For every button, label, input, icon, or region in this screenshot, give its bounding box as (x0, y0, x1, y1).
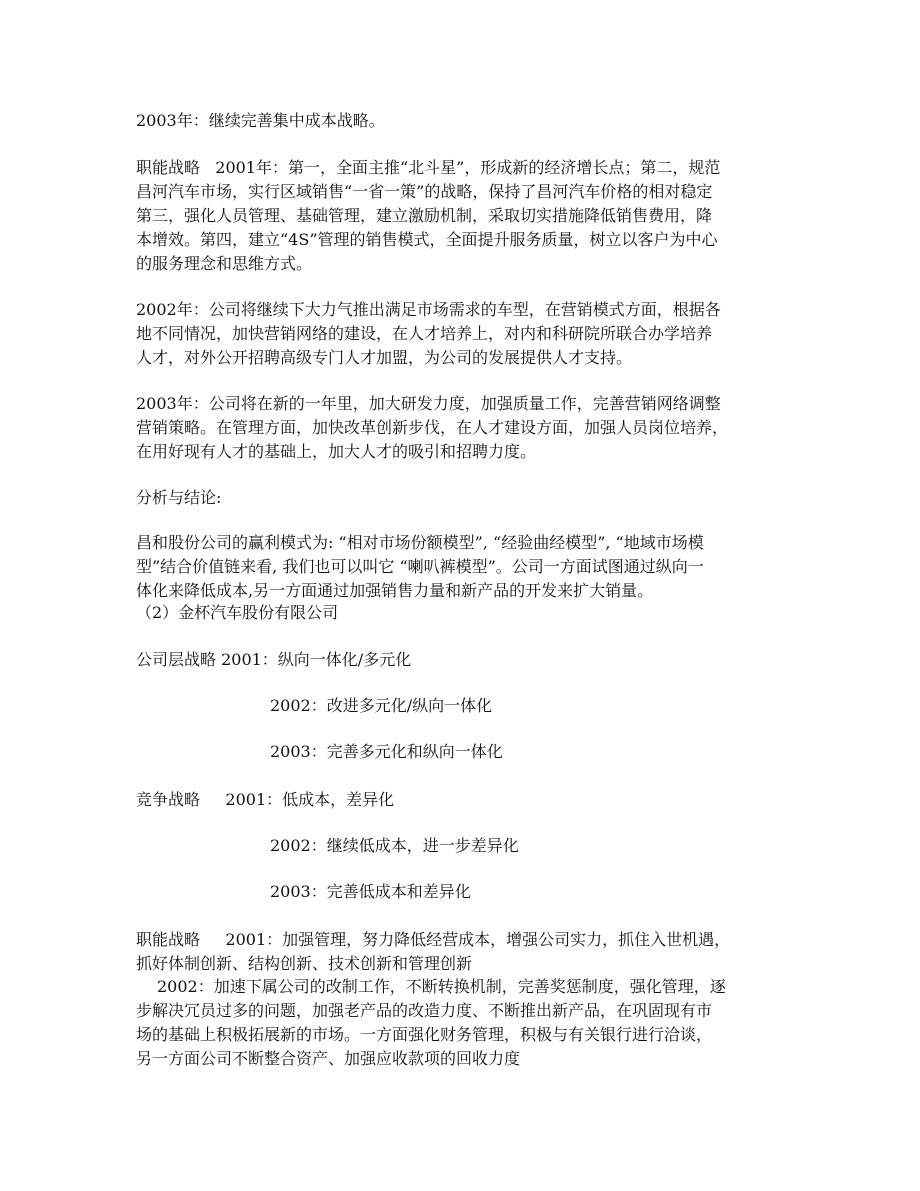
strategy-line: 竞争战略 2001：低成本，差异化 (136, 790, 395, 809)
paragraph-line: 职能战略 2001：加强管理，努力降低经营成本，增强公司实力，抓住入世机遇， (136, 930, 731, 949)
paragraph-line: 职能战略 2001年：第一，全面主推“北斗星”，形成新的经济增长点；第二，规范 (136, 158, 721, 177)
paragraph-line: 营销策略。在管理方面，加快改革创新步伐，在人才建设方面，加强人员岗位培养， (136, 418, 729, 437)
paragraph-line: 在用好现有人才的基础上，加大人才的吸引和招聘力度。 (136, 442, 537, 461)
section-heading: 分析与结论: (136, 488, 222, 507)
strategy-line: 2003：完善低成本和差异化 (270, 882, 471, 901)
paragraph-line: 场的基础上积极拓展新的市场。一方面强化财务管理，积极与有关银行进行洽谈， (136, 1025, 713, 1044)
paragraph-line: 2003年：公司将在新的一年里，加大研发力度，加强质量工作，完善营销网络调整 (136, 394, 721, 413)
paragraph-line: 抓好体制创新、结构创新、技术创新和管理创新 (136, 954, 473, 973)
section-heading: （2）金杯汽车股份有限公司 (136, 603, 339, 622)
paragraph-line: 昌河汽车市场，实行区域销售“一省一策”的战略，保持了昌河汽车价格的相对稳定 (136, 182, 713, 201)
paragraph-line: 本增效。第四，建立“4S”管理的销售模式，全面提升服务质量，树立以客户为中心 (136, 230, 718, 249)
paragraph-line: 型”结合价值链来看, 我们也可以叫它 “喇叭裤模型”。公司一方面试图通过纵向一 (136, 557, 704, 576)
paragraph-line: 2002年：公司将继续下大力气推出满足市场需求的车型，在营销模式方面，根据各 (136, 300, 721, 319)
paragraph-line: 的服务理念和思维方式。 (136, 254, 313, 273)
paragraph-line: 地不同情况，加快营销网络的建设，在人才培养上，对内和科研院所联合办学培养 (136, 324, 713, 343)
strategy-line: 2003：完善多元化和纵向一体化 (270, 742, 503, 761)
paragraph-line: 体化来降低成本,另一方面通过加强销售力量和新产品的开发来扩大销量。 (136, 581, 654, 600)
paragraph-line: 第三，强化人员管理、基础管理，建立激励机制，采取切实措施降低销售费用，降 (136, 206, 713, 225)
strategy-line: 2002：改进多元化/纵向一体化 (270, 696, 493, 715)
paragraph-line: 2003年：继续完善集中成本战略。 (136, 111, 385, 130)
paragraph-line: 人才，对外公开招聘高级专门人才加盟，为公司的发展提供人才支持。 (136, 348, 633, 367)
strategy-line: 公司层战略 2001：纵向一体化/多元化 (136, 650, 412, 669)
strategy-line: 2002：继续低成本，进一步差异化 (270, 836, 519, 855)
paragraph-line: 步解决冗员过多的问题，加强老产品的改造力度、不断推出新产品，在巩固现有市 (136, 1001, 713, 1020)
paragraph-line: 另一方面公司不断整合资产、加强应收款项的回收力度 (136, 1049, 521, 1068)
paragraph-line: 2002：加速下属公司的改制工作，不断转换机制，完善奖惩制度，强化管理，逐 (157, 977, 726, 996)
paragraph-line: 昌和股份公司的赢利模式为: “相对市场份额模型”, “经验曲经模型”, “地域市场模 (136, 533, 704, 552)
